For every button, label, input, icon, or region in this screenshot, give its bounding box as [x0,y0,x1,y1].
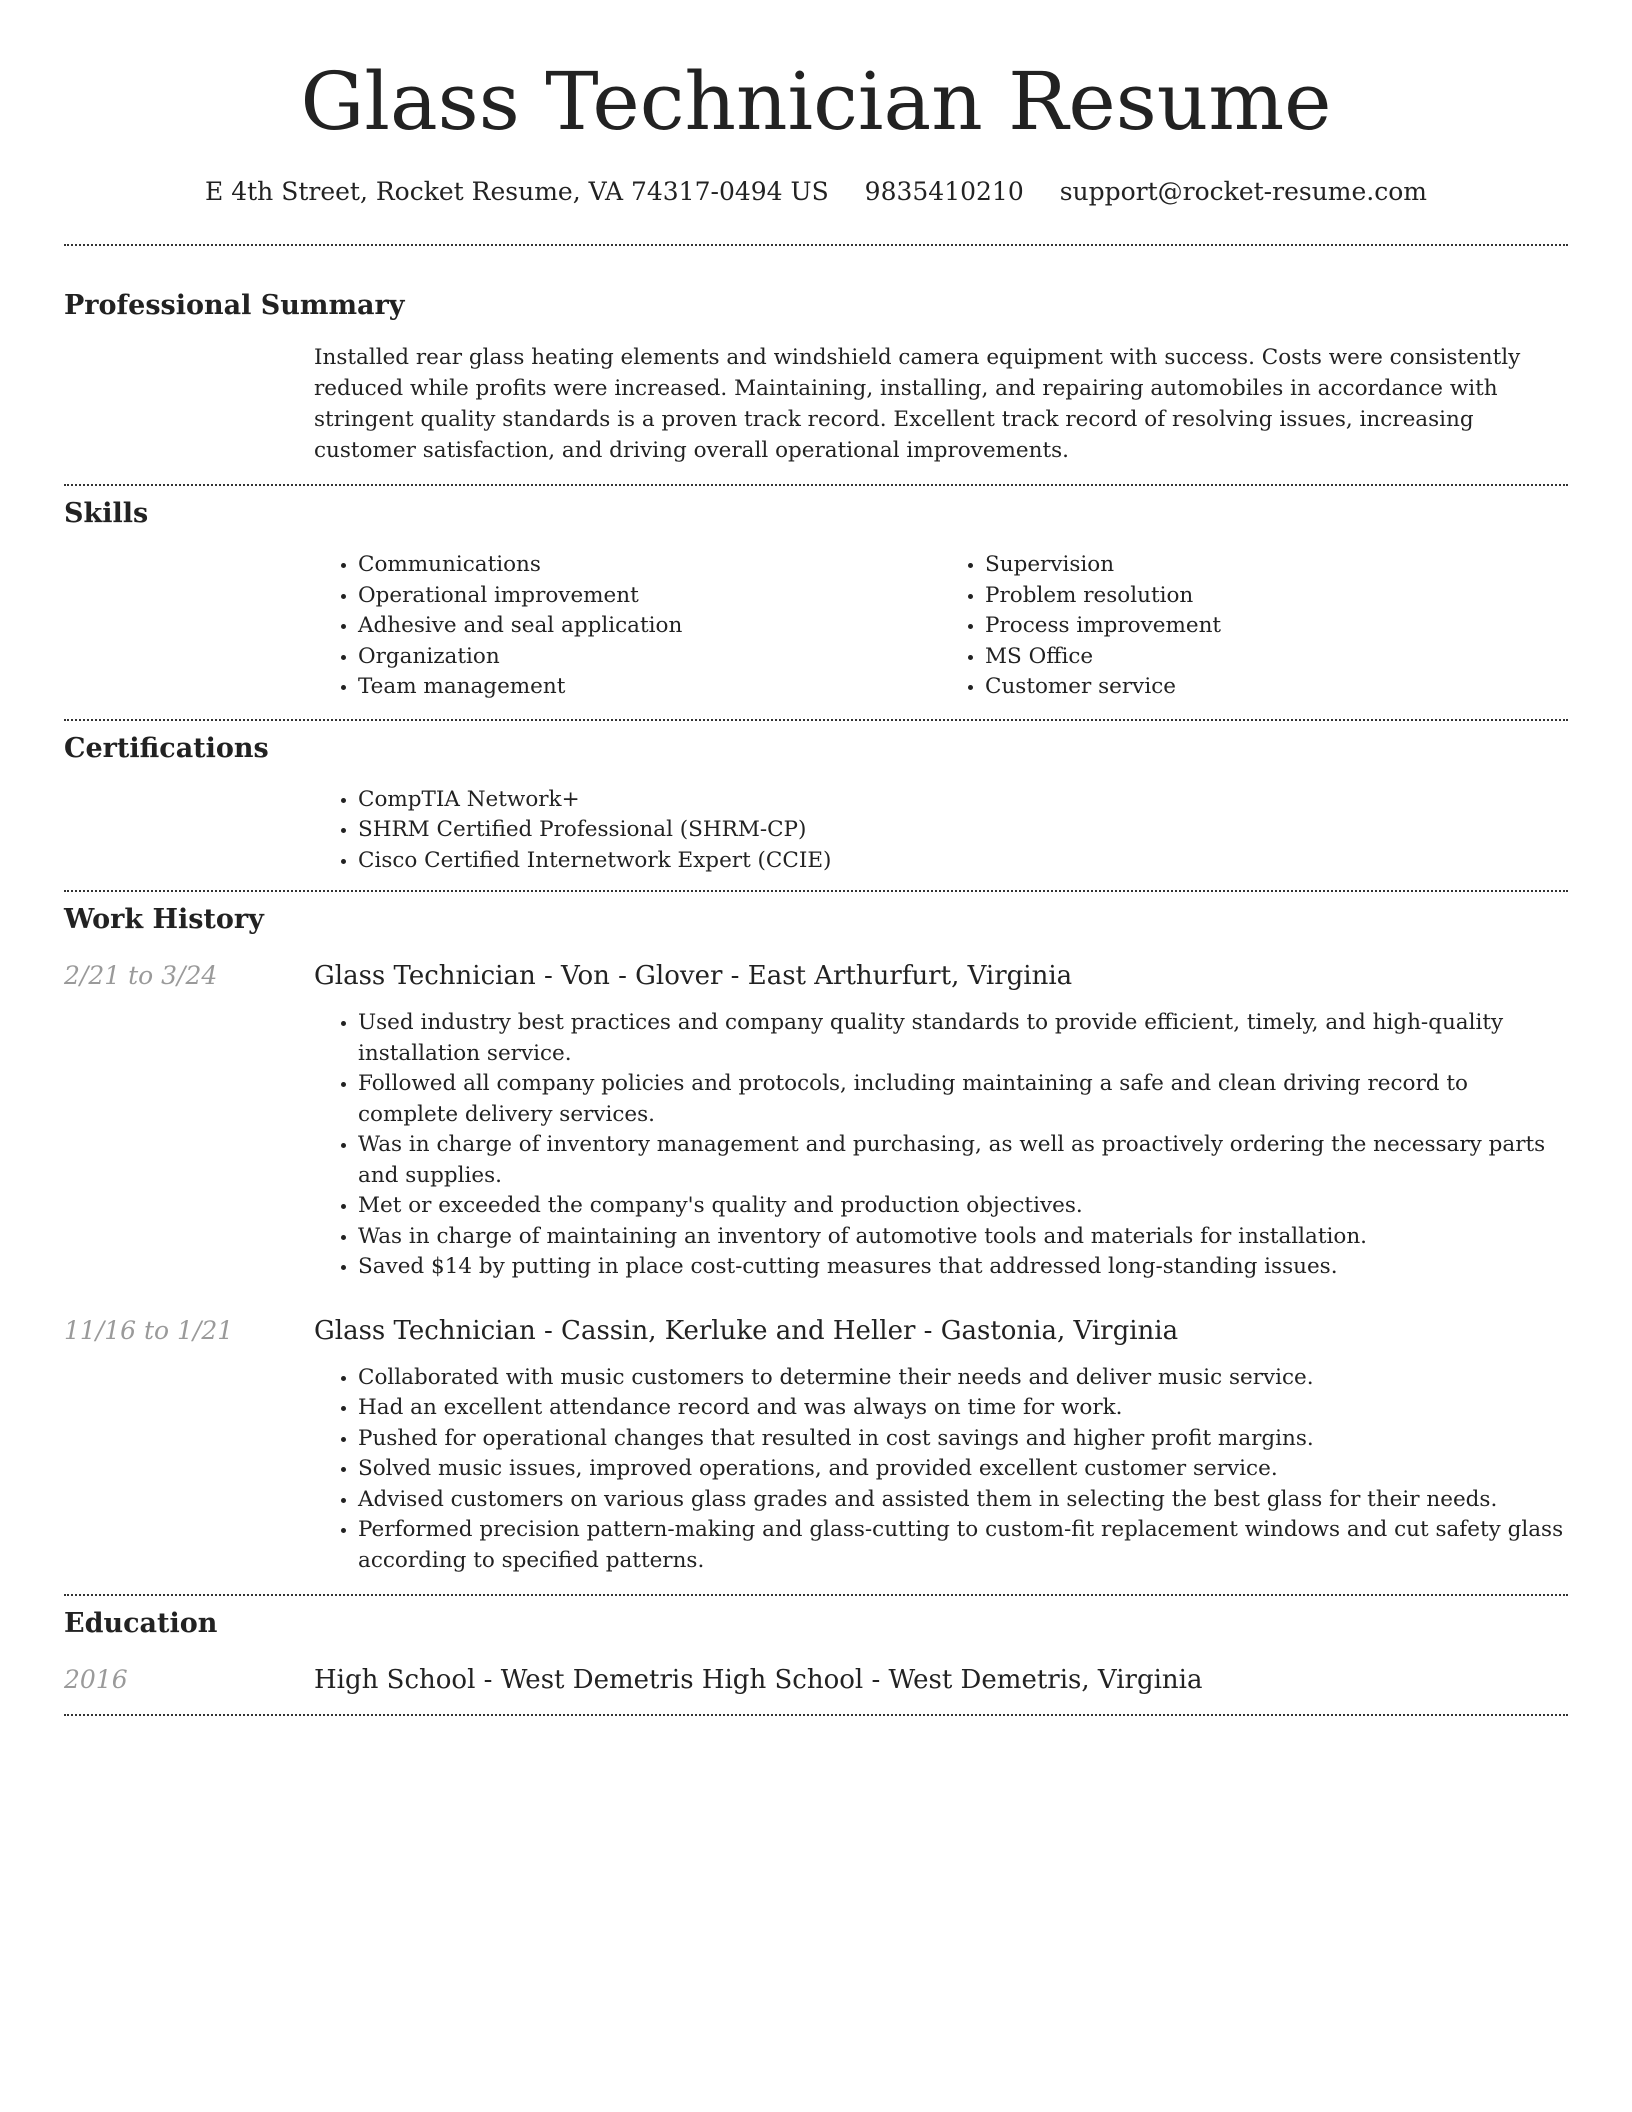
job-date: 2/21 to 3/24 [64,961,218,990]
contact-address: E 4th Street, Rocket Resume, VA 74317-0494 US [205,177,829,206]
job-bullet: • Had an excellent attendance record and was always on time for work. [358,1393,1568,1424]
work-section [64,892,1568,1594]
skills-list-left [314,550,941,703]
job-heading: Glass Technician - Von - Glover - East Arthurfurt, Virginia [314,961,1073,991]
section-title-skills: Skills [64,498,149,529]
section-title-certifications: Certifications [64,732,269,764]
summary-section [64,246,1568,466]
section-title-summary: Professional Summary [64,290,405,321]
resume-title: Glass Technician Resume [300,55,1332,148]
job-body [314,1313,1568,1595]
job-bullet: • Met or exceeded the company's quality and production objectives. [358,1191,1568,1222]
divider [64,1714,1568,1716]
certification-item: • SHRM Certified Professional (SHRM-CP) [358,815,1568,846]
skills-list-right [941,550,1568,703]
job-body [314,958,1568,1283]
education-heading: High School - West Demetris High School - West Demetris, Virginia [314,1665,1203,1695]
skill-item: • MS Office [985,642,1568,673]
job-bullets [314,1363,1568,1577]
skill-item: • Operational improvement [358,581,941,612]
certifications-body [314,785,1568,877]
skill-item: • Team management [358,672,941,703]
job-bullet: • Was in charge of inventory management and purchasing, as well as proactively ordering the necessary parts and supplies. [358,1130,1568,1191]
education-body [314,1662,1568,1698]
skill-item: • Problem resolution [985,581,1568,612]
summary-text: Installed rear glass heating elements and windshield camera equipment with success. Costs were consistently reduced while profits were increased. Maintaining, installing, and repairing automobiles in accordance with stringent quality standards is a proven track record. Excellent track record of resolving issues, increasing customer satisfaction, and driving overall operational improvements. [314,345,1521,463]
certifications-list [314,785,1568,877]
contact-phone: 9835410210 [864,177,1024,206]
skill-item: • Supervision [985,550,1568,581]
skills-section [64,486,1568,703]
job-bullet: • Followed all company policies and protocols, including maintaining a safe and clean driving record to complete delivery services. [358,1069,1568,1130]
skill-item: • Adhesive and seal application [358,611,941,642]
job-bullet: • Solved music issues, improved operations, and provided excellent customer service. [358,1454,1568,1485]
education-entry [64,1662,1568,1698]
job-bullet: • Collaborated with music customers to determine their needs and deliver music service. [358,1363,1568,1394]
job-entry [64,958,1568,1283]
job-entry [64,1313,1568,1595]
certification-item: • Cisco Certified Internetwork Expert (CCIE) [358,846,1568,877]
section-title-work: Work History [64,904,264,935]
job-bullet: • Used industry best practices and company quality standards to provide efficient, timely, and high-quality installation service. [358,1008,1568,1069]
skills-columns [314,550,1568,703]
skill-item: • Communications [358,550,941,581]
skill-item: • Customer service [985,672,1568,703]
skill-item: • Organization [358,642,941,673]
contact-line [64,174,1568,210]
job-heading: Glass Technician - Cassin, Kerluke and Heller - Gastonia, Virginia [314,1315,1179,1346]
education-section [64,1596,1568,1698]
contact-email: support@rocket-resume.com [1059,177,1427,206]
job-bullet: • Performed precision pattern-making and glass-cutting to custom-fit replacement windows and cut safety glass according to specified patterns. [358,1515,1568,1576]
job-bullet: • Saved $14 by putting in place cost-cutting measures that addressed long-standing issues. [358,1252,1568,1283]
job-bullet: • Was in charge of maintaining an inventory of automotive tools and materials for installation. [358,1222,1568,1253]
section-title-education: Education [64,1608,218,1639]
education-date: 2016 [64,1665,128,1694]
certifications-section [64,721,1568,877]
job-bullets [314,1008,1568,1283]
job-bullet: • Pushed for operational changes that resulted in cost savings and higher profit margins. [358,1424,1568,1455]
job-bullet: • Advised customers on various glass grades and assisted them in selecting the best glass for their needs. [358,1485,1568,1516]
certification-item: • CompTIA Network+ [358,785,1568,816]
skill-item: • Process improvement [985,611,1568,642]
job-date: 11/16 to 1/21 [64,1315,234,1345]
